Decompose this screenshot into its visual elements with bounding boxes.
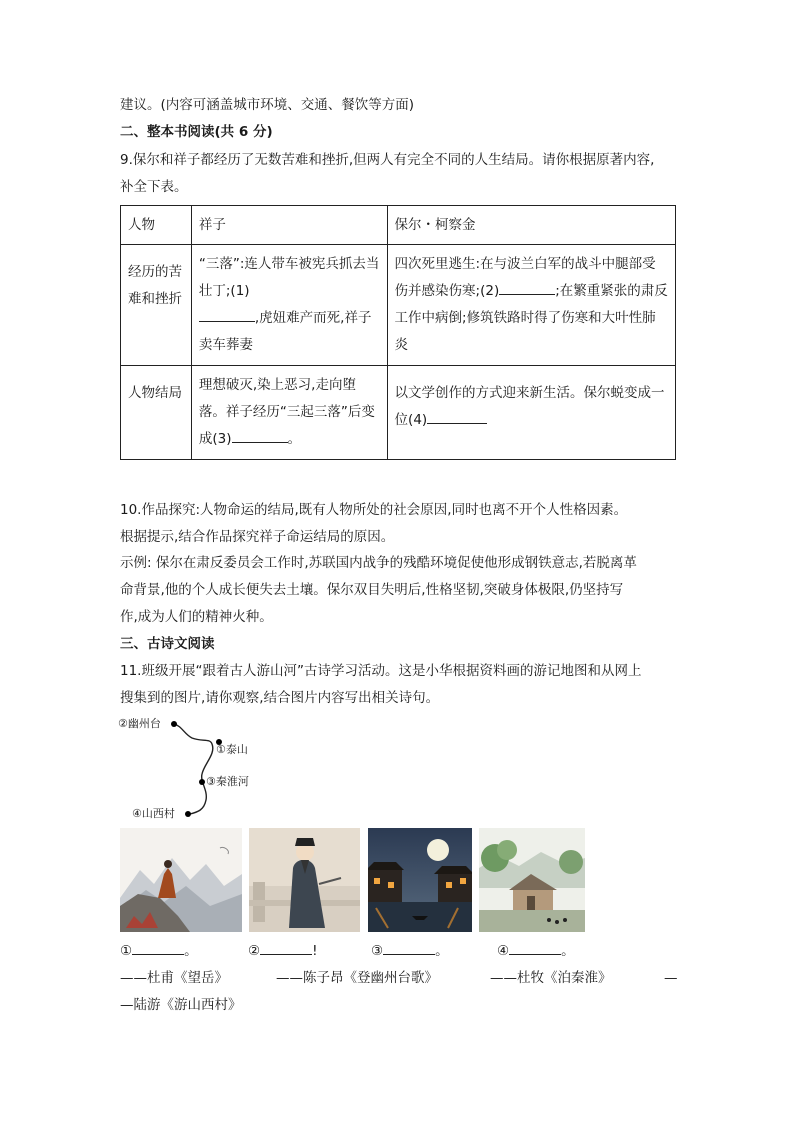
map-label-youzhoutai: ②幽州台: [118, 717, 161, 730]
blank-1[interactable]: [199, 307, 255, 322]
answer-4-end: 。: [561, 943, 575, 959]
blank-2[interactable]: [499, 280, 555, 295]
source-1: ——杜甫《望岳》: [120, 970, 228, 986]
answer-4-blank[interactable]: [509, 941, 561, 955]
blank-4[interactable]: [427, 409, 487, 424]
answer-1-end: 。: [184, 943, 198, 959]
q9-line2: 补全下表。: [120, 179, 188, 195]
picture-taishan: [120, 828, 242, 932]
answer-1: [120, 941, 198, 961]
map-label-qinhuai: ③秦淮河: [206, 775, 249, 788]
blank-3[interactable]: [232, 428, 288, 443]
source-4-dash: —: [664, 970, 678, 986]
row1-paul-text-a: 四次死里逃生:在与波兰白军的战斗中腿部受伤并感染伤寒;(2): [394, 256, 656, 299]
row2-paul: [387, 366, 675, 460]
row2-xiangzi: [191, 366, 387, 460]
section3-title: 三、古诗文阅读: [120, 636, 215, 652]
route-line: [174, 724, 213, 814]
answer-3: [371, 941, 449, 961]
intro-line: 建议。(内容可涵盖城市环境、交通、餐饮等方面): [120, 97, 415, 113]
answer-2-num: ②: [248, 943, 261, 959]
picture-qinhuai: [368, 828, 472, 932]
q10-line3: 示例: 保尔在肃反委员会工作时,苏联国内战争的残酷环境促使他形成钢铁意志,若脱离革: [120, 555, 637, 571]
q10-line4: 命背景,他的个人成长便失去土壤。保尔双目失明后,性格坚韧,突破身体极限,仍坚持写: [120, 582, 624, 598]
answer-2-end: !: [312, 943, 318, 959]
answer-3-blank[interactable]: [383, 941, 435, 955]
q11-line1: 11.班级开展“跟着古人游山河”古诗学习活动。这是小华根据资料画的游记地图和从网上: [120, 663, 642, 679]
comparison-table: [120, 205, 676, 460]
table-header-person: 人物: [121, 206, 192, 245]
row1-xiangzi-text-b: ,虎妞难产而死,祥子卖车葬妻: [198, 310, 372, 353]
source-2: ——陈子昂《登幽州台歌》: [276, 970, 438, 986]
marker-shanxicun: [185, 811, 191, 817]
answer-4-num: ④: [497, 943, 510, 959]
q9-line1: 9.保尔和祥子都经历了无数苦难和挫折,但两人有完全不同的人生结局。请你根据原著内容,: [120, 152, 655, 168]
row2-paul-text-a: 以文学创作的方式迎来新生活。保尔蜕变成一位(4): [394, 385, 665, 428]
answer-3-num: ③: [371, 943, 384, 959]
marker-qinhuai: [199, 779, 205, 785]
map-label-shanxicun: ④山西村: [132, 807, 175, 820]
row1-xiangzi: [191, 245, 387, 366]
row2-xiangzi-text-b: 。: [287, 431, 301, 447]
q10-line2: 根据提示,结合作品探究祥子命运结局的原因。: [120, 529, 395, 545]
row2-label: 人物结局: [121, 366, 192, 460]
row1-paul: [387, 245, 675, 366]
travel-map: [118, 714, 268, 824]
answer-2-blank[interactable]: [260, 941, 312, 955]
source-3: ——杜牧《泊秦淮》: [490, 970, 612, 986]
row1-label: 经历的苦难和挫折: [121, 245, 192, 366]
row1-paul-text-b: ;在繁重紧张的肃反工作中病倒;修筑铁路时得了伤寒和大叶性肺炎: [394, 283, 668, 353]
table-row: [121, 245, 676, 366]
picture-shanxicun: [479, 828, 585, 932]
source-4: —陆游《游山西村》: [120, 997, 242, 1013]
picture-youzhoutai: [249, 828, 360, 932]
section2-title: 二、整本书阅读(共 6 分): [120, 124, 273, 140]
row1-xiangzi-text-a: “三落”:连人带车被宪兵抓去当壮丁;(1): [198, 256, 380, 299]
map-label-taishan: ①泰山: [216, 743, 248, 756]
table-header-paul: 保尔・柯察金: [387, 206, 675, 245]
table-row: [121, 366, 676, 460]
table-header-xiangzi: 祥子: [191, 206, 387, 245]
row2-xiangzi-text-a: 理想破灭,染上恶习,走向堕落。祥子经历“三起三落”后变成(3): [198, 377, 375, 447]
q11-line2: 搜集到的图片,请你观察,结合图片内容写出相关诗句。: [120, 690, 440, 706]
q10-line5: 作,成为人们的精神火种。: [120, 609, 273, 625]
answer-1-blank[interactable]: [132, 941, 184, 955]
answer-3-end: 。: [435, 943, 449, 959]
table-header-row: [121, 206, 676, 245]
q10-line1: 10.作品探究:人物命运的结局,既有人物所处的社会原因,同时也离不开个人性格因素。: [120, 502, 628, 518]
marker-youzhoutai: [171, 721, 177, 727]
answer-1-num: ①: [120, 943, 133, 959]
answer-2: [248, 941, 318, 961]
answer-4: [497, 941, 575, 961]
